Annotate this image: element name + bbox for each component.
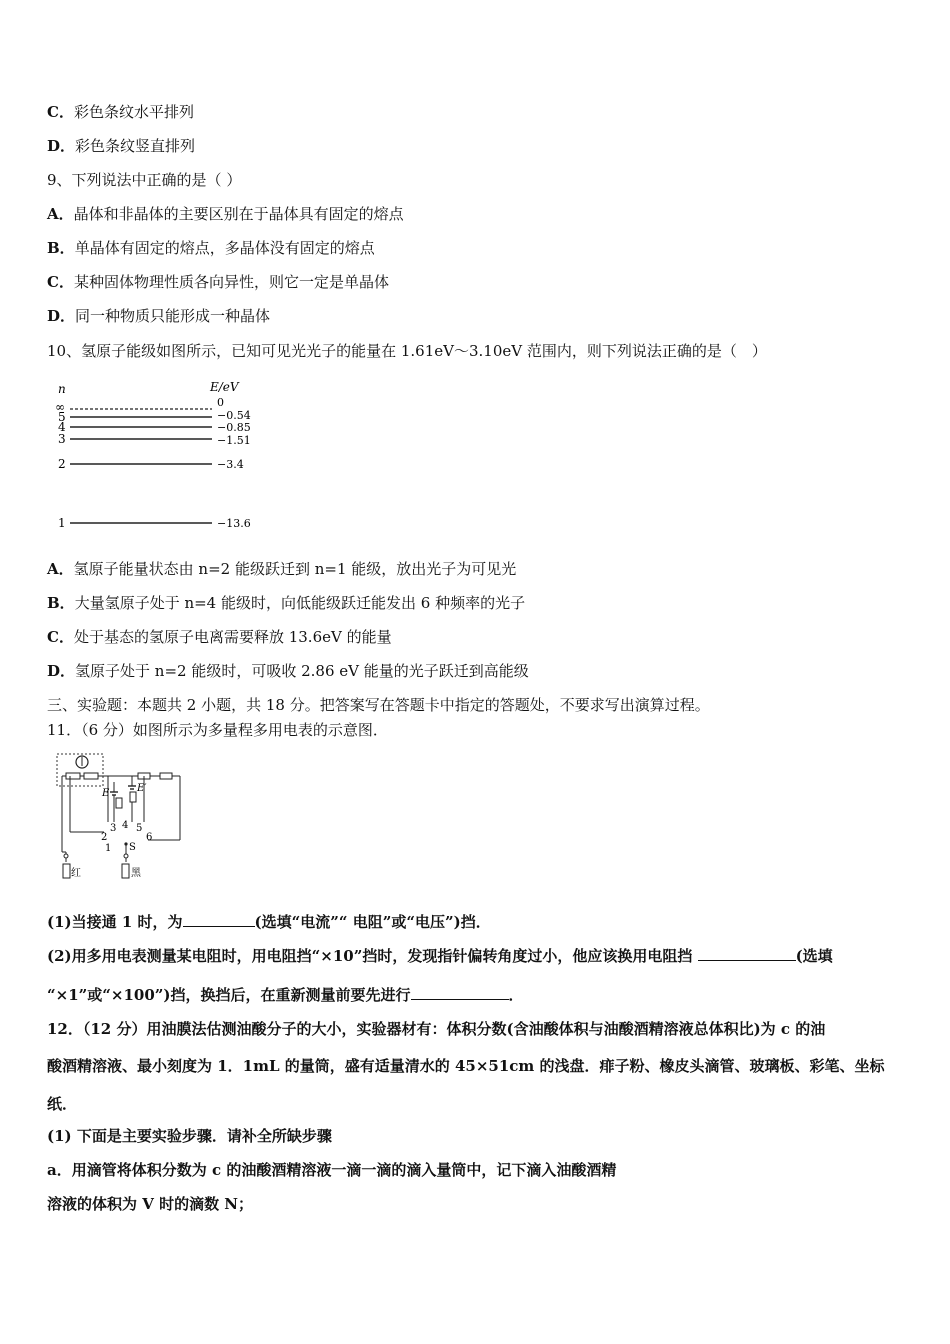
q9-option-d	[47, 306, 270, 326]
port-3: 3	[110, 823, 117, 834]
q9-option-a	[47, 204, 404, 224]
q11-part2-text-b: (选填	[795, 947, 833, 965]
level-e-3: −1.51	[217, 434, 251, 447]
q10-option-c	[47, 627, 392, 647]
battery-e2-label: E′	[137, 783, 147, 794]
q11-part1-text-a: (1)当接通 1 时，为	[47, 913, 183, 931]
q11-part1	[47, 912, 491, 932]
option-label: A．	[47, 560, 74, 578]
battery-e-label: E	[102, 788, 110, 799]
q8-option-d	[47, 136, 195, 156]
rheostat-1	[116, 798, 122, 808]
level-e-2: −3.4	[217, 458, 244, 471]
option-label: D．	[47, 137, 76, 155]
port-5: 5	[136, 823, 143, 834]
option-label: A．	[47, 205, 74, 223]
e-header: E/eV	[210, 380, 239, 394]
q12-step-a-cont: 溶液的体积为 V 时的滴数 N；	[47, 1195, 254, 1213]
section-heading: 三、实验题：本题共 2 小题，共 18 分。把答案写在答题卡中指定的答题处，不要求写出演算过程。	[47, 696, 710, 714]
option-label: B．	[47, 594, 75, 612]
option-text: 氢原子能量状态由 n=2 能级跃迁到 n=1 能级，放出光子为可见光	[73, 560, 517, 578]
answer-blank[interactable]	[411, 985, 509, 1000]
option-text: 某种固体物理性质各向异性，则它一定是单晶体	[73, 273, 389, 291]
option-text: 同一种物质只能形成一种晶体	[75, 307, 271, 325]
probe-black	[122, 864, 129, 878]
port-2: 2	[101, 832, 108, 843]
q12-step-a	[47, 1160, 616, 1180]
q11-part2-line2	[47, 985, 524, 1005]
q11-stem: 11．（6 分）如图所示为多量程多用电表的示意图．	[47, 721, 388, 739]
option-label: C．	[47, 103, 74, 121]
q10-stem: 10、氢原子能级如图所示，已知可见光光子的能量在 1.61eV～3.10eV 范围内，则下列说法正确的是（ ）	[47, 342, 767, 360]
option-label: D．	[47, 307, 76, 325]
answer-blank[interactable]	[183, 912, 255, 927]
q12-line1: 12．（12 分）用油膜法估测油酸分子的大小，实验器材有：体积分数(含油酸体积与油酸酒精溶液总体积比)为 c 的油	[47, 1020, 826, 1038]
switch-label: S	[129, 842, 136, 853]
terminal-black	[124, 854, 128, 858]
step-text: 用滴管将体积分数为 c 的油酸酒精溶液一滴一滴的滴入量筒中，记下滴入油酸酒精	[71, 1161, 617, 1179]
level-n-5: 5	[58, 410, 66, 424]
q10-option-b	[47, 593, 525, 613]
option-text: 氢原子处于 n=2 能级时，可吸收 2.86 eV 能量的光子跃迁到高能级	[75, 662, 529, 680]
q9-option-b	[47, 238, 375, 258]
option-text: 彩色条纹竖直排列	[75, 137, 196, 155]
q11-part2-line1	[47, 946, 833, 966]
q11-part2-text-a: (2)用多用电表测量某电阻时，用电阻挡“×10”挡时，发现指针偏转角度过小，他应该换用电阻挡	[47, 947, 698, 965]
n-header: n	[58, 382, 66, 396]
probe-red	[63, 864, 70, 878]
q12-line2: 酸酒精溶液、最小刻度为 1．1mL 的量筒，盛有适量清水的 45×51cm 的浅盘．痱子粉、橡皮头滴管、玻璃板、彩笔、坐标	[47, 1057, 885, 1075]
meter-dashed-box	[57, 754, 103, 786]
answer-blank[interactable]	[698, 946, 796, 961]
rheostat-2	[130, 792, 136, 802]
port-4: 4	[122, 820, 129, 831]
option-label: C．	[47, 273, 74, 291]
option-label: B．	[47, 239, 75, 257]
level-n-inf: ∞	[55, 400, 65, 414]
level-e-5: −0.54	[217, 409, 251, 422]
resistor-r2	[84, 773, 98, 779]
q11-part2-text-d: ．	[508, 986, 524, 1004]
q12-sub1: (1) 下面是主要实验步骤．请补全所缺步骤	[47, 1127, 332, 1145]
red-label: 红	[71, 868, 81, 879]
multimeter-diagram	[52, 752, 192, 888]
level-n-1: 1	[58, 516, 66, 530]
q8-option-c	[47, 102, 194, 122]
q12-line3: 纸．	[47, 1095, 78, 1113]
energy-level-diagram	[50, 380, 270, 540]
q11-part1-text-b: (选填“电流”“ 电阻”或“电压”)挡．	[254, 913, 491, 931]
level-e-1: −13.6	[217, 517, 251, 530]
resistor-r4	[160, 773, 172, 779]
q10-option-d	[47, 661, 529, 681]
q9-option-c	[47, 272, 389, 292]
level-n-3: 3	[58, 432, 66, 446]
terminal-red	[64, 854, 68, 858]
resistor-r1	[66, 773, 80, 779]
step-label: a．	[47, 1161, 72, 1179]
option-text: 晶体和非晶体的主要区别在于晶体具有固定的熔点	[73, 205, 404, 223]
port-1: 1	[105, 843, 112, 854]
q10-option-a	[47, 559, 516, 579]
level-e-4: −0.85	[217, 421, 251, 434]
black-label: 黑	[131, 868, 141, 879]
port-6: 6	[146, 832, 153, 843]
level-e-inf: 0	[217, 396, 224, 409]
option-text: 彩色条纹水平排列	[73, 103, 194, 121]
option-label: D．	[47, 662, 76, 680]
option-text: 处于基态的氢原子电离需要释放 13.6eV 的能量	[73, 628, 392, 646]
level-n-2: 2	[58, 457, 66, 471]
option-text: 大量氢原子处于 n=4 能级时，向低能级跃迁能发出 6 种频率的光子	[74, 594, 526, 612]
option-label: C．	[47, 628, 74, 646]
level-n-4: 4	[58, 420, 66, 434]
q9-stem: 9、下列说法中正确的是（ ）	[47, 171, 242, 189]
option-text: 单晶体有固定的熔点，多晶体没有固定的熔点	[74, 239, 375, 257]
q11-part2-text-c: “×1”或“×100”)挡，换挡后，在重新测量前要先进行	[47, 986, 411, 1004]
